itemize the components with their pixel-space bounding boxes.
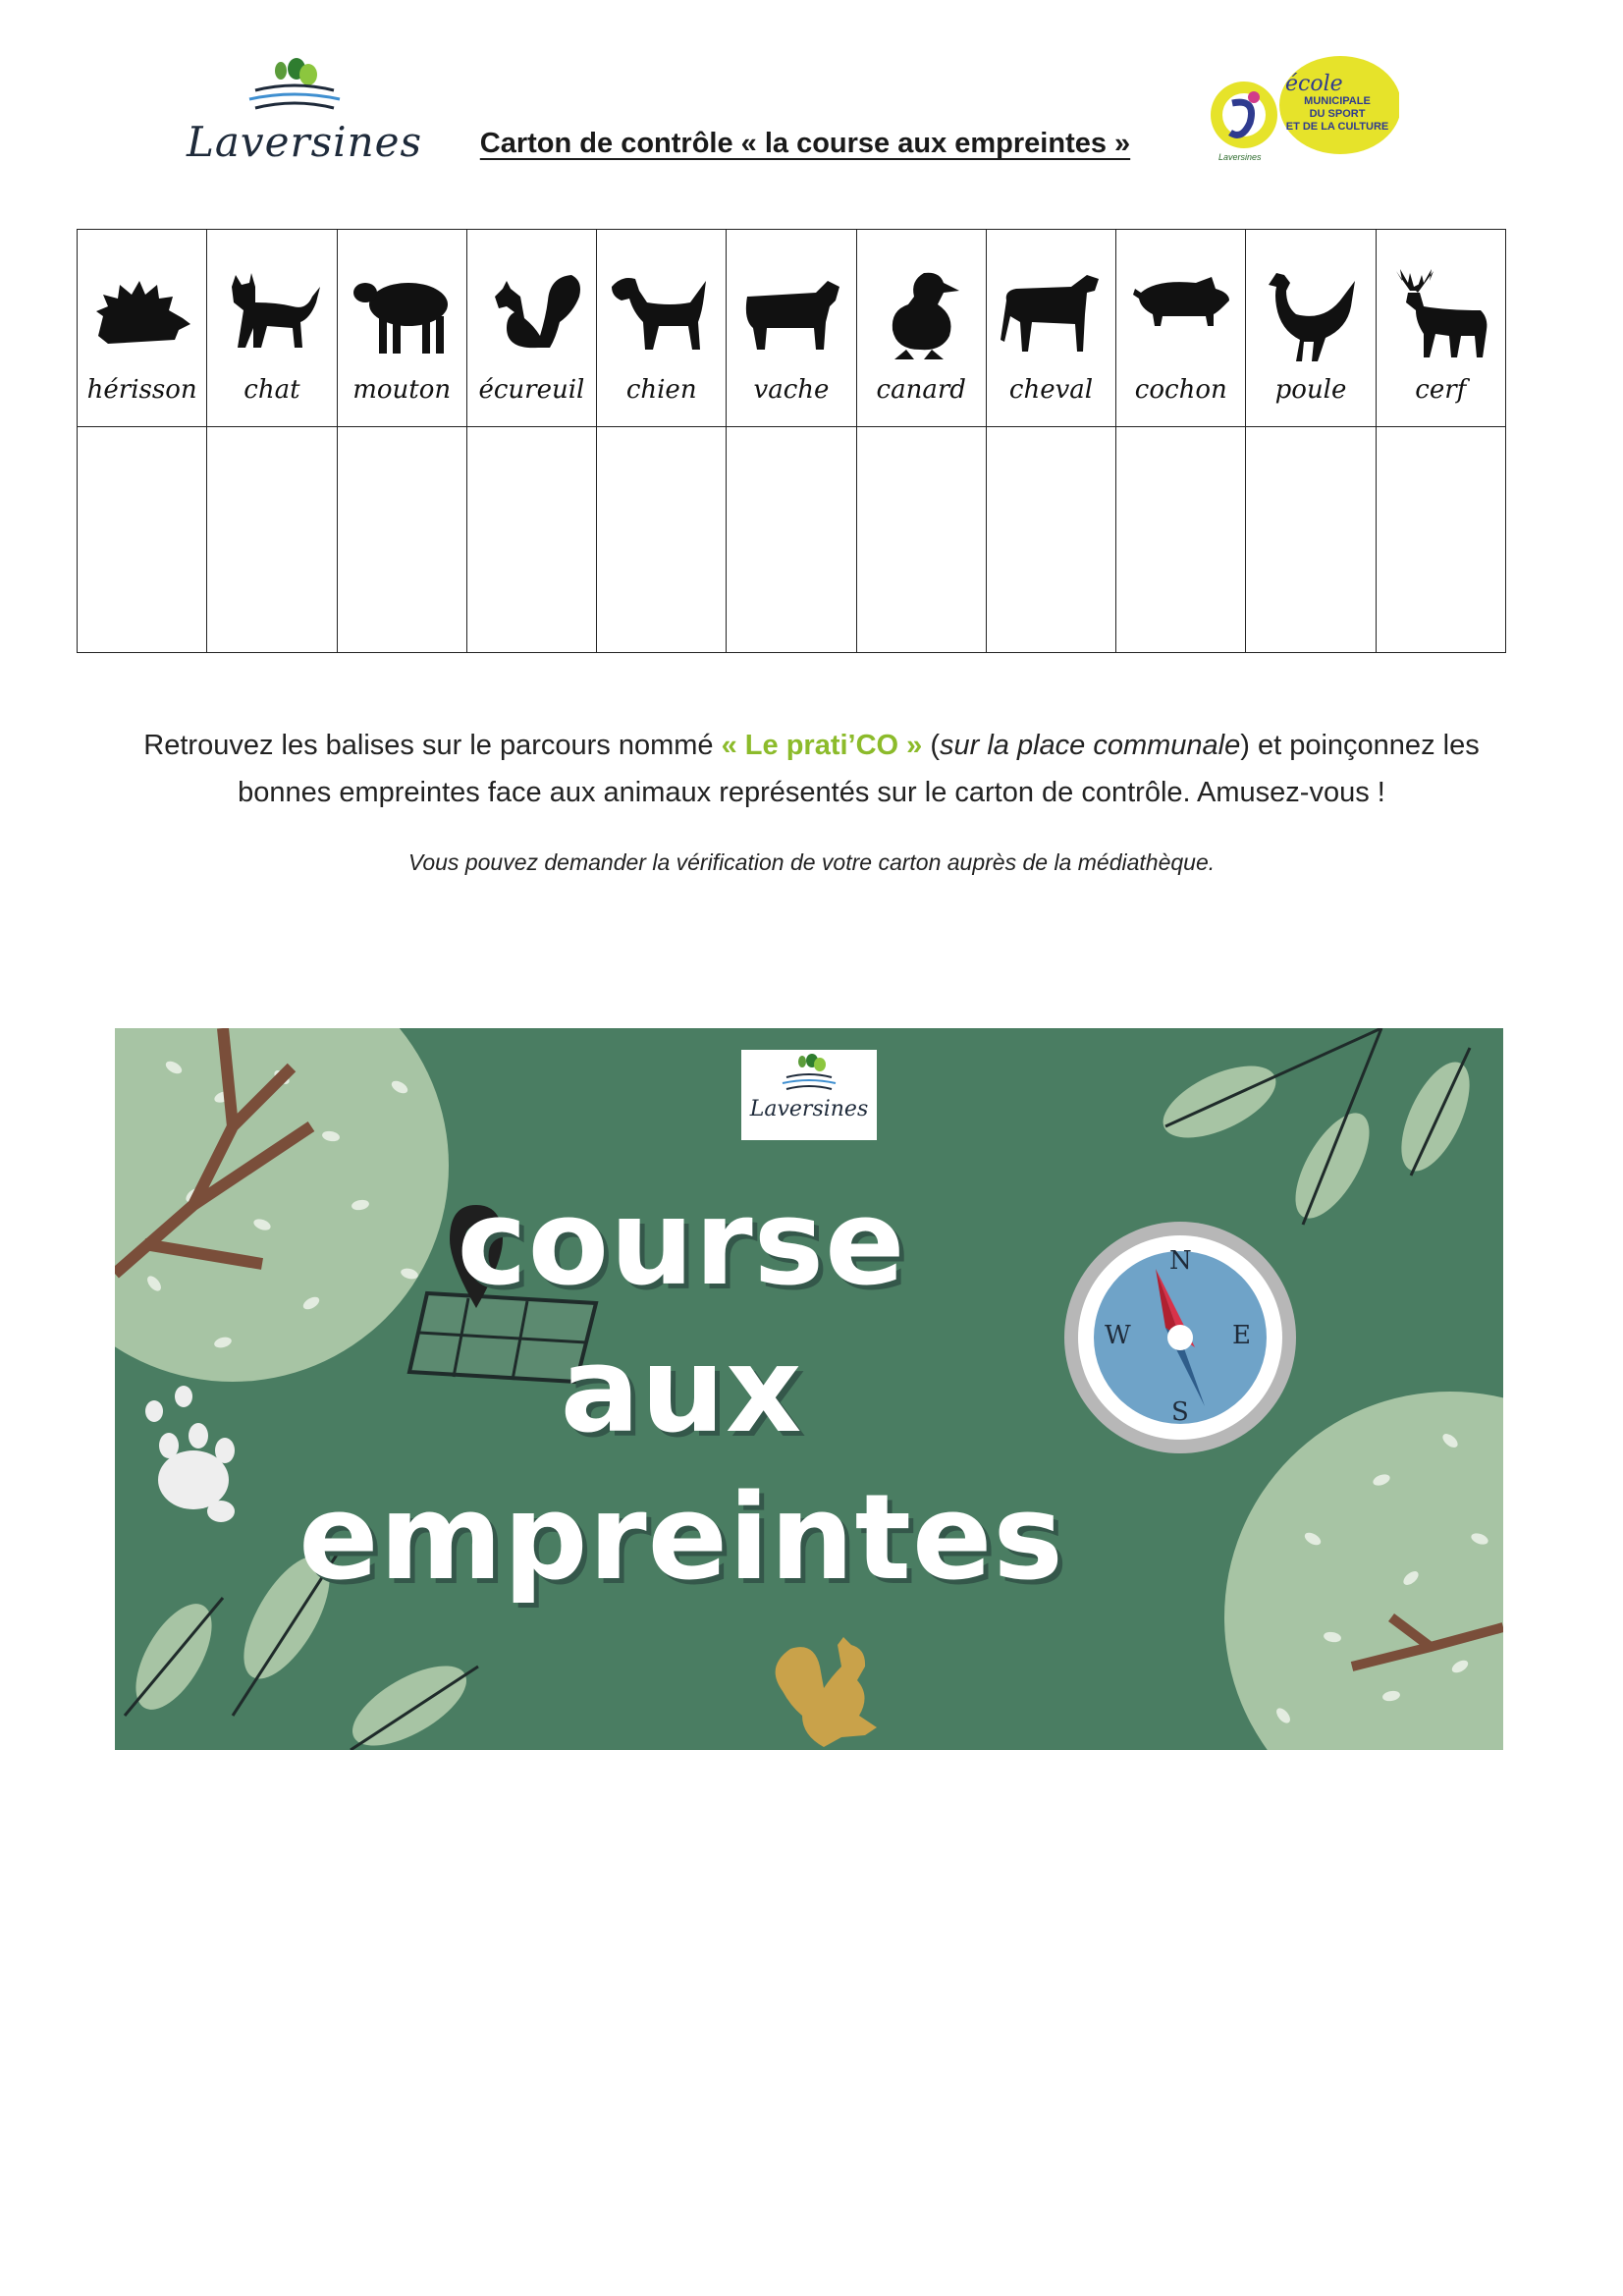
animal-cell-herisson: hérisson <box>78 230 207 426</box>
punch-cell[interactable] <box>467 426 597 652</box>
leaf-wave-logo-icon <box>741 1050 877 1099</box>
animal-cell-canard: canard <box>857 230 987 426</box>
punch-cell[interactable] <box>1246 426 1376 652</box>
pig-icon <box>1127 267 1235 365</box>
animal-cell-vache: vache <box>727 230 856 426</box>
punch-cell[interactable] <box>207 426 337 652</box>
compass-south: S <box>1171 1397 1189 1427</box>
punch-cell[interactable] <box>597 426 727 652</box>
sheep-icon <box>348 267 456 365</box>
duck-icon <box>867 267 975 365</box>
punch-cell[interactable] <box>1116 426 1246 652</box>
banner-word-empreintes: empreintes <box>298 1470 1064 1607</box>
ecole-logo <box>1203 54 1399 167</box>
punch-cell[interactable] <box>727 426 856 652</box>
cat-icon <box>218 267 326 365</box>
compass-north: N <box>1169 1246 1192 1276</box>
banner-word-aux: aux <box>560 1323 803 1459</box>
banner-laversines-logo: Laversines <box>741 1050 877 1140</box>
animal-cell-cerf: cerf <box>1377 230 1505 426</box>
ecole-lines: MUNICIPALE DU SPORT ET DE LA CULTURE <box>1285 95 1389 133</box>
animal-cell-poule: poule <box>1246 230 1376 426</box>
squirrel-silhouette-icon <box>776 1637 877 1747</box>
animal-cell-chat: chat <box>207 230 337 426</box>
ecole-text: école <box>1285 72 1343 96</box>
instructions-paragraph: Retrouvez les balises sur le parcours nommé « Le prati’CO » (sur la place communale) et poinçonnez les bonnes empreintes face aux animaux représentés sur le carton de contrôle. Amusez-vous ! <box>143 730 1480 808</box>
cow-icon <box>737 267 845 365</box>
leaf-wave-logo-icon <box>187 57 403 126</box>
animal-cell-cochon: cochon <box>1116 230 1246 426</box>
course-banner <box>115 1028 1503 1750</box>
page-title: Carton de contrôle « la course aux empreintes » <box>479 128 1131 159</box>
verification-note: Vous pouvez demander la vérification de votre carton auprès de la médiathèque. <box>407 849 1216 875</box>
hen-icon <box>1257 267 1365 365</box>
punch-cell[interactable] <box>857 426 987 652</box>
banner-word-course: course <box>457 1175 906 1312</box>
hedgehog-icon <box>88 267 196 365</box>
course-name: « Le prati’CO » <box>721 730 923 761</box>
animal-cell-mouton: mouton <box>338 230 467 426</box>
punch-cell[interactable] <box>987 426 1116 652</box>
squirrel-icon <box>477 267 585 365</box>
animal-cell-cheval: cheval <box>987 230 1116 426</box>
punch-cell[interactable] <box>1377 426 1505 652</box>
deer-icon <box>1386 267 1494 375</box>
control-card-table <box>77 229 1506 653</box>
punch-cell[interactable] <box>338 426 467 652</box>
horse-icon <box>997 267 1105 365</box>
punch-row <box>78 426 1505 652</box>
ecole-small-text: Laversines <box>1218 152 1262 162</box>
compass-west: W <box>1105 1321 1131 1350</box>
compass-east: E <box>1232 1321 1251 1350</box>
animal-cell-ecureuil: écureuil <box>467 230 597 426</box>
animal-cell-chien: chien <box>597 230 727 426</box>
logo-left-text: Laversines <box>187 118 423 166</box>
animals-row <box>78 230 1505 427</box>
laversines-logo <box>187 57 423 175</box>
dog-icon <box>608 267 716 365</box>
punch-cell[interactable] <box>78 426 207 652</box>
